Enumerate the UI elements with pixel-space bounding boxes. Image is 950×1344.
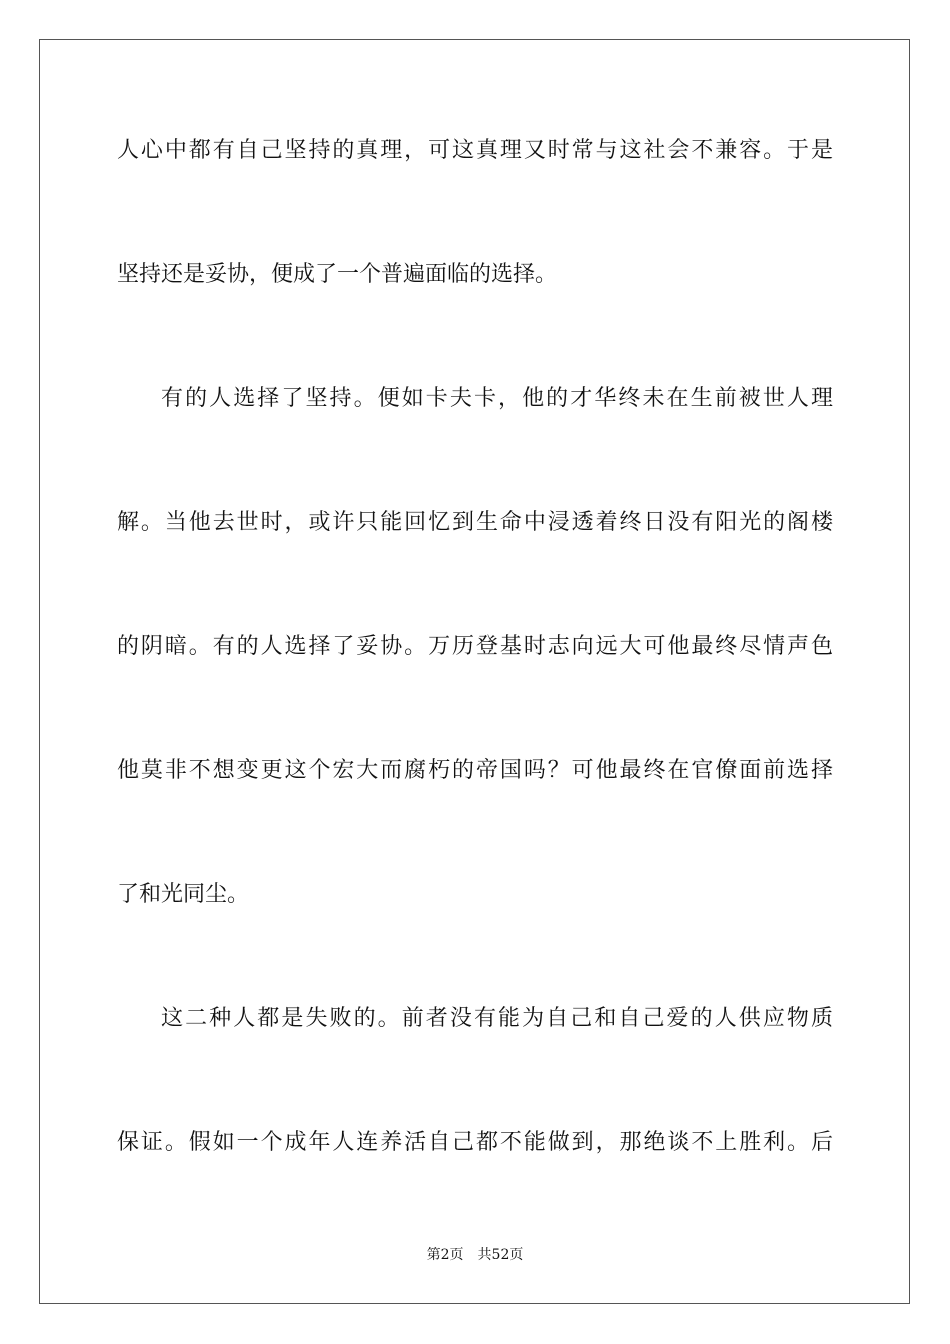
- page-number: 第2页: [426, 1247, 464, 1263]
- page-frame: [39, 39, 910, 1304]
- paragraph-line: 的阴暗。有的人选择了妥协。万历登基时志向远大可他最终尽情声色: [117, 634, 833, 659]
- page-footer: [0, 1245, 950, 1265]
- paragraph-line: 保证。假如一个成年人连养活自己都不能做到，那绝谈不上胜利。后: [117, 1130, 833, 1155]
- paragraph-line: 了和光同尘。: [117, 882, 250, 907]
- total-pages: 共52页: [477, 1247, 524, 1263]
- paragraph-line: 解。当他去世时，或许只能回忆到生命中浸透着终日没有阳光的阁楼: [117, 510, 833, 535]
- paragraph-line: 这二种人都是失败的。前者没有能为自己和自己爱的人供应物质: [161, 1006, 833, 1031]
- paragraph-line: 人心中都有自己坚持的真理，可这真理又时常与这社会不兼容。于是: [117, 138, 833, 163]
- paragraph-line: 他莫非不想变更这个宏大而腐朽的帝国吗？可他最终在官僚面前选择: [117, 758, 833, 783]
- paragraph-line: 坚持还是妥协，便成了一个普遍面临的选择。: [117, 262, 558, 287]
- paragraph-line: 有的人选择了坚持。便如卡夫卡，他的才华终未在生前被世人理: [161, 386, 833, 411]
